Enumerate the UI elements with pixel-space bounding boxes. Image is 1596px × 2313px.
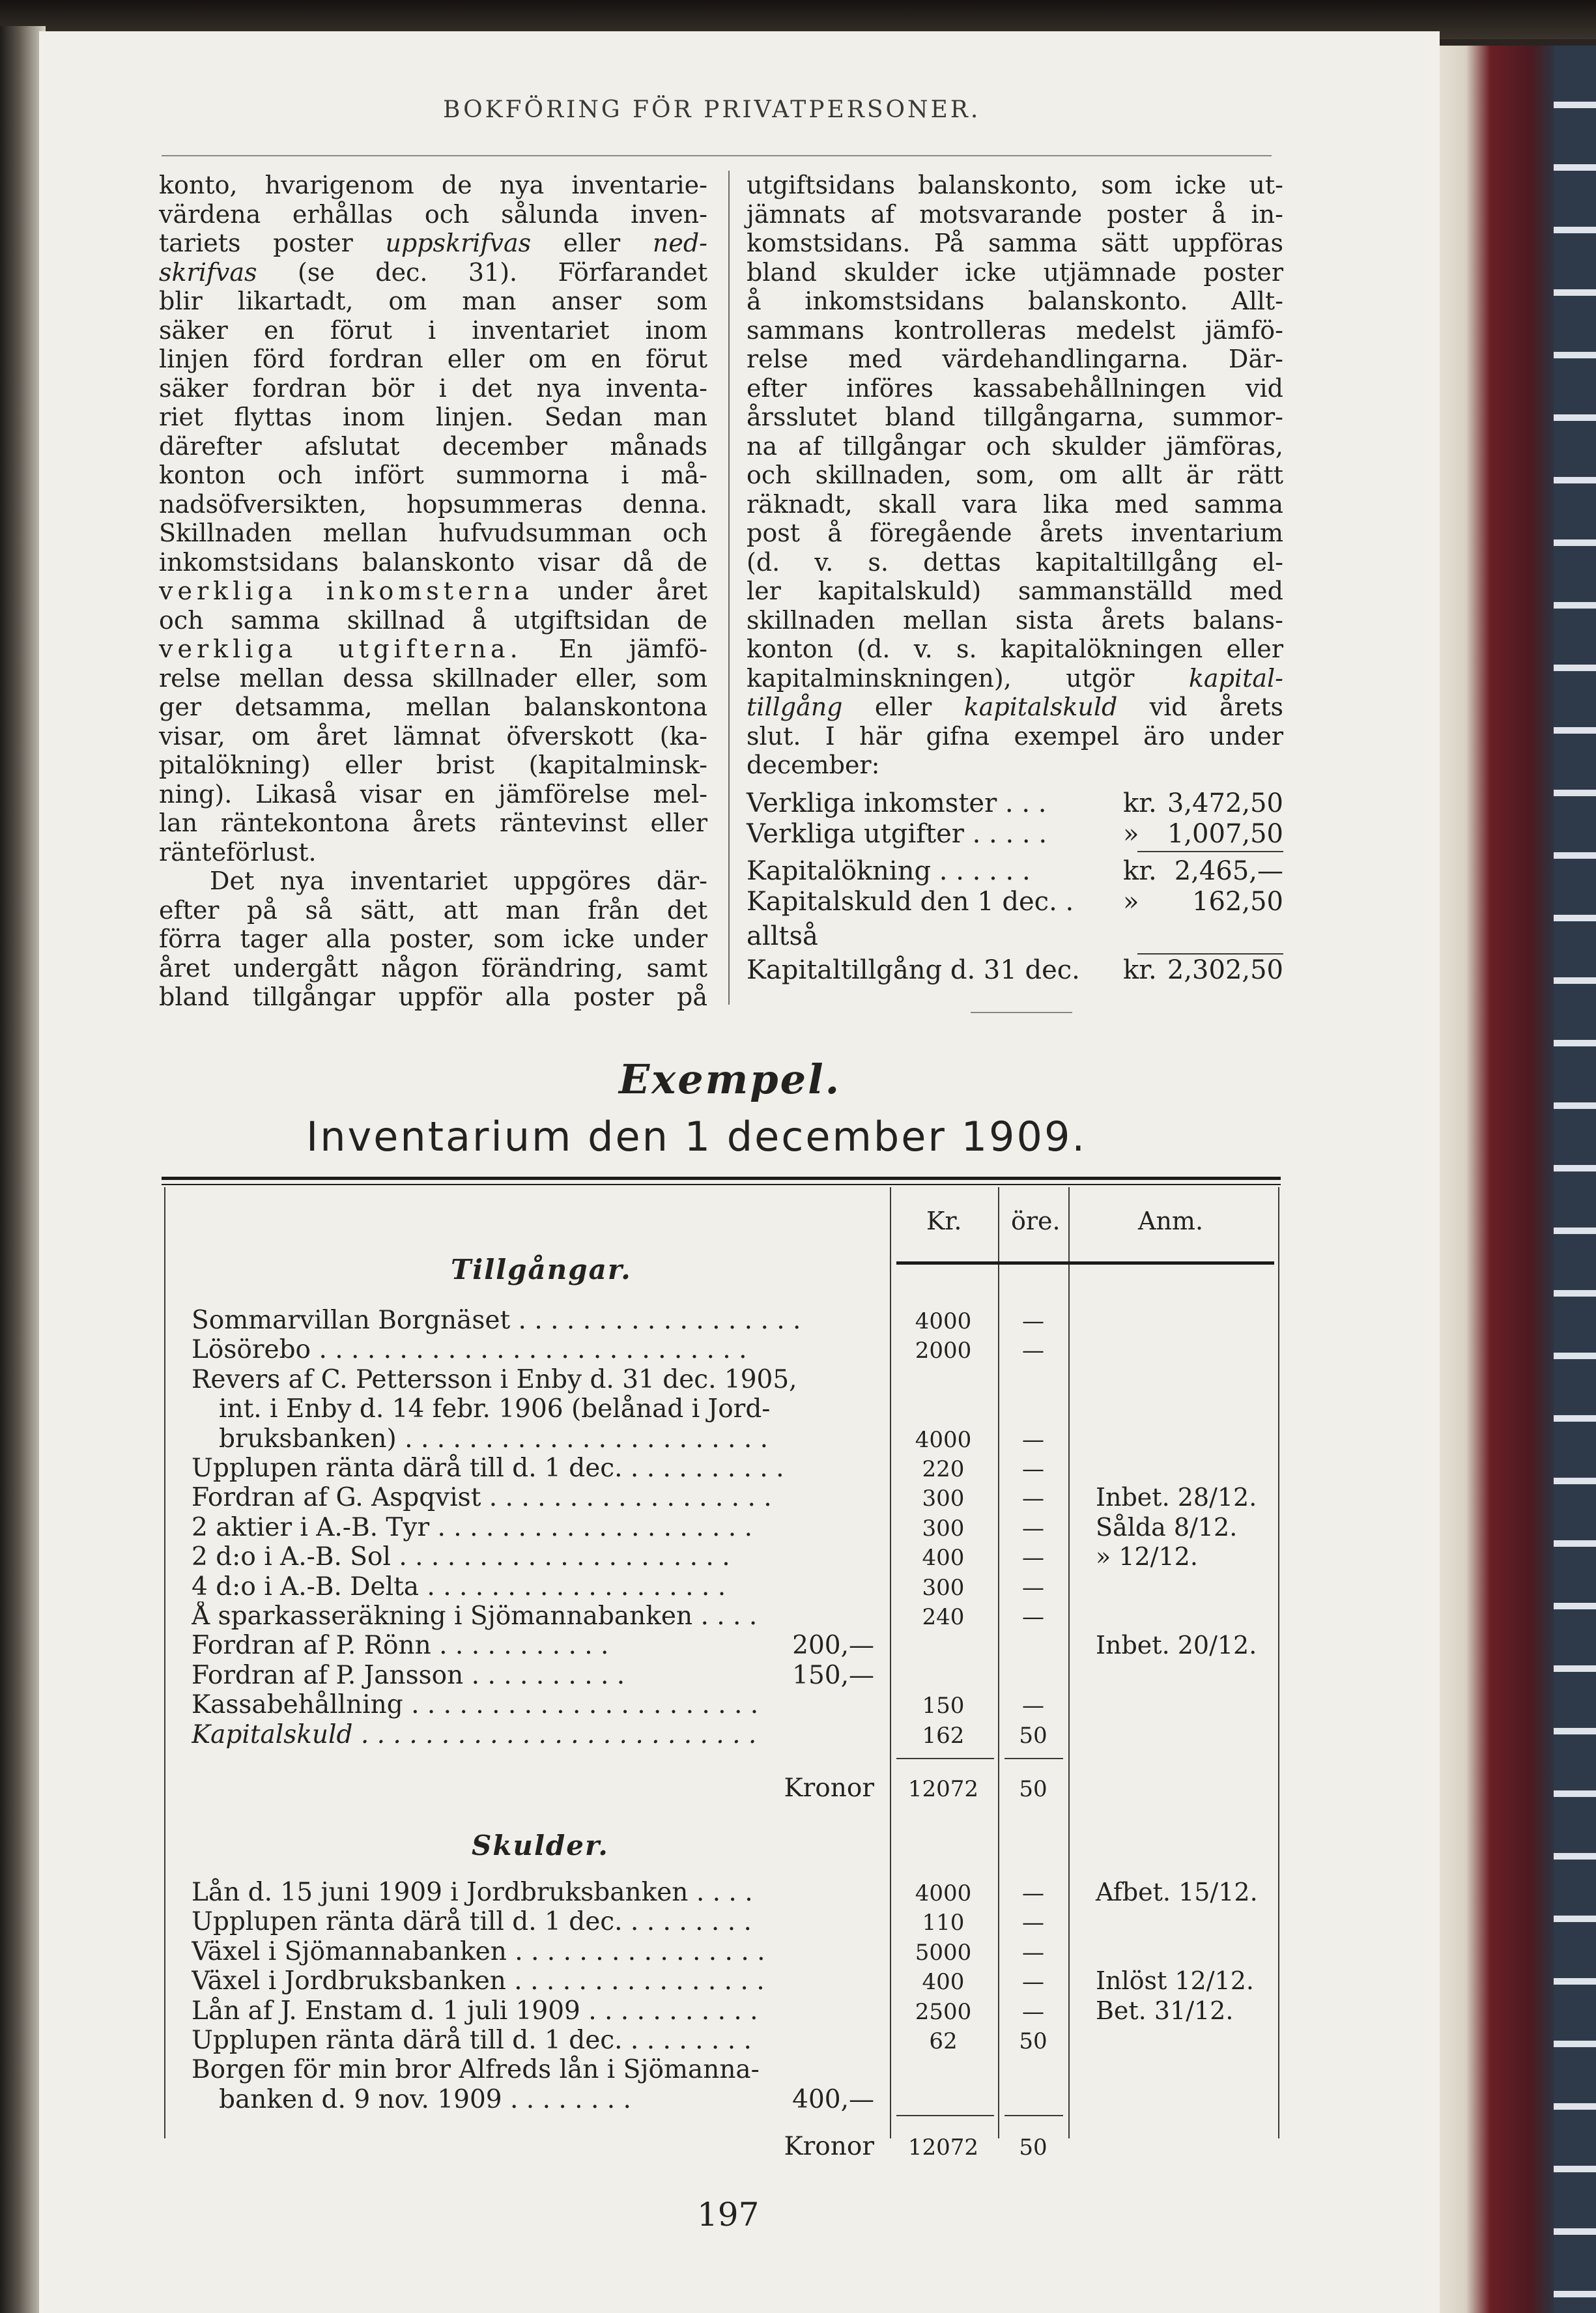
left-text-column	[159, 171, 707, 1012]
summary-value: 1,007,50	[1167, 819, 1283, 849]
summary-unit: »	[1123, 819, 1139, 849]
text-line	[159, 345, 707, 374]
text-segment: uppskrifvas	[385, 229, 532, 257]
row-remark: Inbet. 20/12.	[1096, 1631, 1257, 1660]
text-segment: och samma skillnad å utgiftsidan de	[159, 605, 707, 635]
text-line	[159, 635, 707, 664]
row-description: bruksbanken) . . . . . . . . . . . . . . . . . . . . . . .	[219, 1424, 769, 1454]
row-ore: —	[1022, 1338, 1044, 1364]
row-description: 4 d:o i A.-B. Delta . . . . . . . . . . . . . . . . . . .	[192, 1572, 726, 1602]
row-subamount: 200,—	[792, 1631, 874, 1661]
table-row	[164, 1907, 1279, 1936]
row-ore: 50	[1019, 1722, 1047, 1749]
text-segment: räknadt, skall vara lika med samma	[747, 489, 1283, 519]
row-ore: —	[1022, 1880, 1044, 1906]
text-segment: verkliga inkomsterna	[159, 577, 534, 605]
row-kronor: 150	[922, 1693, 965, 1719]
text-segment: Skillnaden mellan hufvudsumman och	[159, 519, 707, 547]
summary-value: 3,472,50	[1167, 788, 1283, 818]
row-remark: Inlöst 12/12.	[1096, 1966, 1254, 1996]
table-top-rule-thin	[162, 1184, 1281, 1185]
row-subamount: 400,—	[792, 2084, 874, 2114]
table-row	[164, 1394, 1279, 1424]
text-segment: eller	[842, 693, 964, 721]
row-subamount: 150,—	[792, 1660, 874, 1690]
table-row	[164, 1335, 1279, 1364]
table-row	[164, 2026, 1279, 2055]
text-segment: relse med värdehandlingarna. Där-	[747, 345, 1283, 373]
text-segment: (d. v. s. dettas kapitaltillgång el-	[747, 547, 1283, 577]
row-kronor: 62	[929, 2028, 958, 2054]
summary-label: alltså	[747, 921, 818, 951]
table-row	[164, 1542, 1279, 1572]
text-line	[747, 432, 1283, 461]
text-segment: na af tillgångar och skulder jämföras,	[747, 431, 1283, 461]
row-kronor: 110	[922, 1910, 965, 1936]
summary-row	[747, 887, 1283, 917]
inventory-title: Inventarium den 1 december 1909.	[306, 1113, 1087, 1160]
summary-row	[747, 788, 1283, 819]
text-line	[159, 316, 707, 345]
row-description: Fordran af P. Jansson . . . . . . . . . .	[192, 1660, 625, 1690]
row-description: 2 aktier i A.-B. Tyr . . . . . . . . . . . . . . . . . . . .	[192, 1512, 752, 1542]
column-divider	[728, 171, 730, 1005]
text-segment: eller	[531, 229, 653, 257]
row-description: Å sparkasseräkning i Sjömannabanken . . . .	[192, 1602, 758, 1631]
table-row	[164, 1572, 1279, 1602]
summary-label: Kapitaltillgång d. 31 dec.	[747, 955, 1080, 985]
summary-unit: kr.	[1123, 955, 1157, 985]
text-segment: skrifvas	[159, 257, 257, 287]
sum-rule	[1005, 1758, 1063, 1759]
table-row	[164, 1661, 1279, 1690]
text-segment: utgiftsidans balanskonto, som icke ut-	[747, 171, 1283, 199]
text-segment: kapitalskuld	[963, 693, 1118, 721]
table-row	[164, 1966, 1279, 1996]
text-segment: relse mellan dessa skillnader eller, som	[159, 663, 707, 693]
sum-rule	[1005, 2115, 1063, 2116]
row-kronor: 4000	[915, 1426, 972, 1453]
text-line	[159, 693, 707, 722]
table-row	[164, 1878, 1279, 1907]
text-line	[747, 258, 1283, 287]
text-segment: (se dec. 31). Förfarandet	[257, 257, 707, 287]
text-segment: lan räntekontona årets räntevinst eller	[159, 809, 707, 837]
text-segment: värdena erhållas och sålunda inven-	[159, 199, 707, 229]
example-title: Exempel.	[619, 1056, 842, 1103]
table-row	[164, 1631, 1279, 1660]
row-description: Kassabehållning . . . . . . . . . . . . . . . . . . . . . .	[192, 1690, 759, 1720]
row-ore: —	[1022, 1426, 1044, 1453]
row-remark: » 12/12.	[1096, 1542, 1198, 1572]
table-row	[164, 1937, 1279, 1966]
row-kronor: 162	[922, 1722, 965, 1749]
text-segment: och skillnaden, som, om allt är rätt	[747, 461, 1283, 489]
text-line	[159, 171, 707, 200]
text-line	[747, 403, 1283, 432]
page-number: 197	[697, 2196, 760, 2234]
row-ore: —	[1022, 1308, 1044, 1334]
text-segment: riet flyttas inom linjen. Sedan man	[159, 403, 707, 431]
row-description: Fordran af P. Rönn . . . . . . . . . . .	[192, 1631, 609, 1661]
row-kronor: 2500	[915, 1998, 972, 2025]
table-row	[164, 1483, 1279, 1512]
text-line	[747, 722, 1283, 751]
row-kronor: 220	[922, 1456, 965, 1482]
table-row	[164, 1424, 1279, 1454]
row-description: Upplupen ränta därå till d. 1 dec. . . . . . . . .	[192, 2026, 752, 2055]
text-segment: skillnaden mellan sista årets balans-	[747, 605, 1283, 635]
row-description: int. i Enby d. 14 febr. 1906 (belånad i Jord-	[219, 1394, 771, 1424]
text-segment: därefter afslutat december månads	[159, 431, 707, 461]
row-description: Borgen för min bror Alfreds lån i Sjömanna-	[192, 2055, 760, 2085]
row-kronor: 4000	[915, 1880, 972, 1906]
text-line	[747, 519, 1283, 548]
summary-rule	[1137, 953, 1283, 955]
text-line	[159, 548, 707, 577]
text-segment: sammans kontrolleras medelst jämfö-	[747, 315, 1283, 345]
row-description: Lån af J. Enstam d. 1 juli 1909 . . . . . . . . . . .	[192, 1996, 758, 2026]
text-segment: slut. I här gifna exempel äro under	[747, 721, 1283, 751]
total-ore: 50	[1019, 1776, 1047, 1802]
row-kronor: 5000	[915, 1939, 972, 1966]
header-rule	[162, 155, 1272, 156]
row-remark: Inbet. 28/12.	[1096, 1483, 1257, 1512]
text-segment: året undergått någon förändring, samt	[159, 953, 707, 983]
row-kronor: 240	[922, 1604, 965, 1630]
text-segment: ning). Likaså visar en jämförelse mel-	[159, 779, 707, 809]
summary-label: Verkliga inkomster . . .	[747, 788, 1047, 818]
total-kronor: 12072	[907, 2134, 979, 2161]
total-label: Kronor	[784, 2132, 874, 2161]
table-row	[164, 2085, 1279, 2114]
text-line	[159, 722, 707, 751]
row-description: Kapitalskuld . . . . . . . . . . . . . . . . . . . . . . . . .	[192, 1719, 757, 1749]
text-line	[747, 461, 1283, 490]
text-segment: verkliga utgifterna.	[159, 635, 522, 663]
text-segment: förra tager alla poster, som icke under	[159, 925, 707, 953]
text-line	[747, 693, 1283, 722]
text-line	[747, 374, 1283, 403]
text-line	[159, 780, 707, 809]
table-row	[164, 1306, 1279, 1335]
text-line	[747, 345, 1283, 374]
row-description: Sommarvillan Borgnäset . . . . . . . . . . . . . . . . . .	[192, 1306, 801, 1335]
table-row	[164, 2055, 1279, 2084]
row-ore: —	[1022, 1604, 1044, 1630]
row-description: Revers af C. Pettersson i Enby d. 31 dec. 1905,	[192, 1364, 797, 1394]
debts-total-row	[164, 2132, 1279, 2161]
text-line	[159, 809, 707, 838]
summary-value: 2,302,50	[1167, 955, 1283, 985]
text-line	[159, 461, 707, 490]
text-line	[159, 896, 707, 925]
text-line	[159, 287, 707, 316]
text-line	[159, 200, 707, 229]
row-description: Upplupen ränta därå till d. 1 dec. . . . . . . . .	[192, 1907, 752, 1937]
table-row	[164, 1996, 1279, 2026]
text-segment: ger detsamma, mellan balanskontona	[159, 693, 707, 721]
row-description: Upplupen ränta därå till d. 1 dec. . . . . . . . . . .	[192, 1454, 784, 1483]
summary-row	[747, 856, 1283, 887]
row-ore: —	[1022, 1486, 1044, 1512]
text-segment: december:	[747, 751, 880, 779]
row-kronor: 400	[922, 1545, 965, 1572]
row-kronor: 400	[922, 1969, 965, 1996]
text-segment: tariets poster	[159, 229, 386, 257]
summary-label: Verkliga utgifter . . . . .	[747, 819, 1047, 849]
summary-label: Kapitalökning . . . . . .	[747, 856, 1031, 886]
text-segment: inkomstsidans balanskonto visar då de	[159, 547, 707, 577]
text-segment: säker en förut i inventariet inom	[159, 315, 707, 345]
text-segment: säker fordran bör i det nya inventa-	[159, 373, 707, 403]
text-line	[747, 635, 1283, 664]
row-ore: —	[1022, 1998, 1044, 2025]
text-segment: nadsöfversikten, hopsummeras denna.	[159, 489, 707, 519]
text-line	[159, 606, 707, 635]
row-ore: —	[1022, 1910, 1044, 1936]
text-segment: jämnats af motsvarande poster å in-	[747, 199, 1283, 229]
text-line	[747, 606, 1283, 635]
text-segment: efter på så sätt, att man från det	[159, 895, 707, 925]
text-segment: tillgång	[747, 693, 843, 721]
text-line	[159, 229, 707, 258]
sum-rule	[896, 1758, 994, 1759]
total-ore: 50	[1019, 2134, 1047, 2161]
inventory-table	[164, 1187, 1279, 2161]
summary-rule	[1137, 851, 1283, 852]
text-segment: Det nya inventariet uppgöres där-	[210, 867, 707, 895]
summary-label: Kapitalskuld den 1 dec. .	[747, 887, 1074, 917]
text-segment: efter införes kassabehållningen vid	[747, 373, 1283, 403]
row-ore: —	[1022, 1939, 1044, 1966]
row-description: Lån d. 15 juni 1909 i Jordbruksbanken . . . .	[192, 1878, 753, 1907]
row-kronor: 4000	[915, 1308, 972, 1334]
row-remark: Sålda 8/12.	[1096, 1512, 1238, 1542]
text-line	[159, 751, 707, 780]
text-segment: ränteförlust.	[159, 837, 317, 867]
text-line	[159, 867, 707, 896]
header-rule	[896, 1261, 1274, 1265]
section-separator	[971, 1012, 1072, 1013]
summary-value: 2,465,—	[1174, 856, 1283, 886]
row-ore: —	[1022, 1545, 1044, 1572]
row-kronor: 300	[922, 1486, 965, 1512]
table-row	[164, 1690, 1279, 1719]
header-kr: Kr.	[926, 1207, 962, 1235]
sum-rule	[896, 2115, 994, 2116]
text-segment: bland tillgångar uppför alla poster på	[159, 983, 707, 1011]
text-line	[159, 954, 707, 983]
total-label: Kronor	[784, 1774, 874, 1803]
text-segment: linjen förd fordran eller om en förut	[159, 345, 707, 373]
summary-unit: kr.	[1123, 856, 1157, 886]
text-segment: blir likartadt, om man anser som	[159, 287, 707, 315]
text-line	[747, 287, 1283, 316]
text-segment: bland skulder icke utjämnade poster	[747, 257, 1283, 287]
table-top-rule	[162, 1177, 1281, 1180]
row-ore: —	[1022, 1969, 1044, 1996]
row-remark: Bet. 31/12.	[1096, 1996, 1234, 2025]
text-segment: vid årets	[1117, 693, 1283, 721]
text-segment: pitalökning) eller brist (kapitalminsk-	[159, 751, 707, 779]
text-segment: konton och infört summorna i må-	[159, 461, 707, 489]
row-ore: —	[1022, 1515, 1044, 1542]
row-description: Fordran af G. Aspqvist . . . . . . . . . . . . . . . . . .	[192, 1483, 772, 1513]
text-segment: under året	[533, 577, 707, 605]
text-line	[747, 490, 1283, 519]
row-ore: —	[1022, 1456, 1044, 1482]
row-description: Växel i Sjömannabanken . . . . . . . . . . . . . . . .	[192, 1936, 765, 1966]
table-row	[164, 1513, 1279, 1542]
text-line	[159, 925, 707, 954]
summary-row	[747, 921, 1283, 952]
text-line	[159, 403, 707, 432]
text-line	[747, 751, 1283, 780]
text-segment: årsslutet bland tillgångarna, summor-	[747, 403, 1283, 431]
summary-unit: kr.	[1123, 788, 1157, 818]
text-line	[747, 316, 1283, 345]
text-segment: komstsidans. På samma sätt uppföras	[747, 229, 1283, 257]
row-description: banken d. 9 nov. 1909 . . . . . . . .	[219, 2084, 631, 2114]
text-segment: ned-	[652, 229, 707, 257]
text-line	[747, 171, 1283, 200]
row-description: 2 d:o i A.-B. Sol . . . . . . . . . . . . . . . . . . . . .	[192, 1542, 730, 1572]
text-line	[159, 838, 707, 867]
table-row	[164, 1454, 1279, 1483]
summary-row	[747, 955, 1283, 986]
text-segment: konto, hvarigenom de nya inventarie-	[159, 171, 707, 199]
row-ore: 50	[1019, 2028, 1047, 2054]
text-line	[159, 258, 707, 287]
summary-row	[747, 819, 1283, 850]
table-row	[164, 1720, 1279, 1749]
assets-total-row	[164, 1774, 1279, 1803]
text-segment: visar, om året lämnat öfverskott (ka-	[159, 721, 707, 751]
text-segment: kapital-	[1188, 663, 1283, 693]
text-line	[159, 374, 707, 403]
text-line	[159, 519, 707, 548]
book-cover-edge	[1554, 46, 1596, 2313]
debts-title: Skulder.	[472, 1830, 609, 1861]
text-segment: å inkomstsidans balanskonto. Allt-	[747, 287, 1283, 315]
header-anm: Anm.	[1138, 1207, 1204, 1235]
row-ore: —	[1022, 1574, 1044, 1601]
row-description: Växel i Jordbruksbanken . . . . . . . . . . . . . . . .	[192, 1966, 765, 1996]
text-segment: ler kapitalskuld) sammanställd med	[747, 577, 1283, 605]
table-row	[164, 1365, 1279, 1394]
row-kronor: 2000	[915, 1338, 972, 1364]
text-segment: kapitalminskningen), utgör	[747, 663, 1189, 693]
text-line	[159, 983, 707, 1012]
text-line	[159, 664, 707, 693]
total-kronor: 12072	[907, 1776, 979, 1802]
row-kronor: 300	[922, 1515, 965, 1542]
table-row	[164, 1602, 1279, 1631]
text-line	[747, 548, 1283, 577]
header-ore: öre.	[1011, 1207, 1061, 1235]
summary-value: 162,50	[1192, 887, 1283, 917]
assets-title: Tillgångar.	[451, 1254, 632, 1286]
text-line	[747, 664, 1283, 693]
text-line	[159, 577, 707, 606]
right-text-column	[747, 171, 1283, 780]
text-line	[159, 432, 707, 461]
text-segment: En jämfö-	[522, 635, 707, 663]
text-line	[747, 229, 1283, 258]
text-line	[747, 200, 1283, 229]
text-line	[159, 490, 707, 519]
summary-unit: »	[1123, 887, 1139, 917]
text-line	[747, 577, 1283, 606]
text-segment: post å föregående årets inventarium	[747, 519, 1283, 547]
text-segment: konton (d. v. s. kapitalökningen eller	[747, 635, 1283, 663]
running-head: BOKFÖRING FÖR PRIVATPERSONER.	[443, 96, 981, 123]
row-description: Lösörebo . . . . . . . . . . . . . . . . . . . . . . . . . . .	[192, 1335, 747, 1365]
row-kronor: 300	[922, 1574, 965, 1601]
row-ore: —	[1022, 1693, 1044, 1719]
row-remark: Afbet. 15/12.	[1096, 1878, 1258, 1906]
